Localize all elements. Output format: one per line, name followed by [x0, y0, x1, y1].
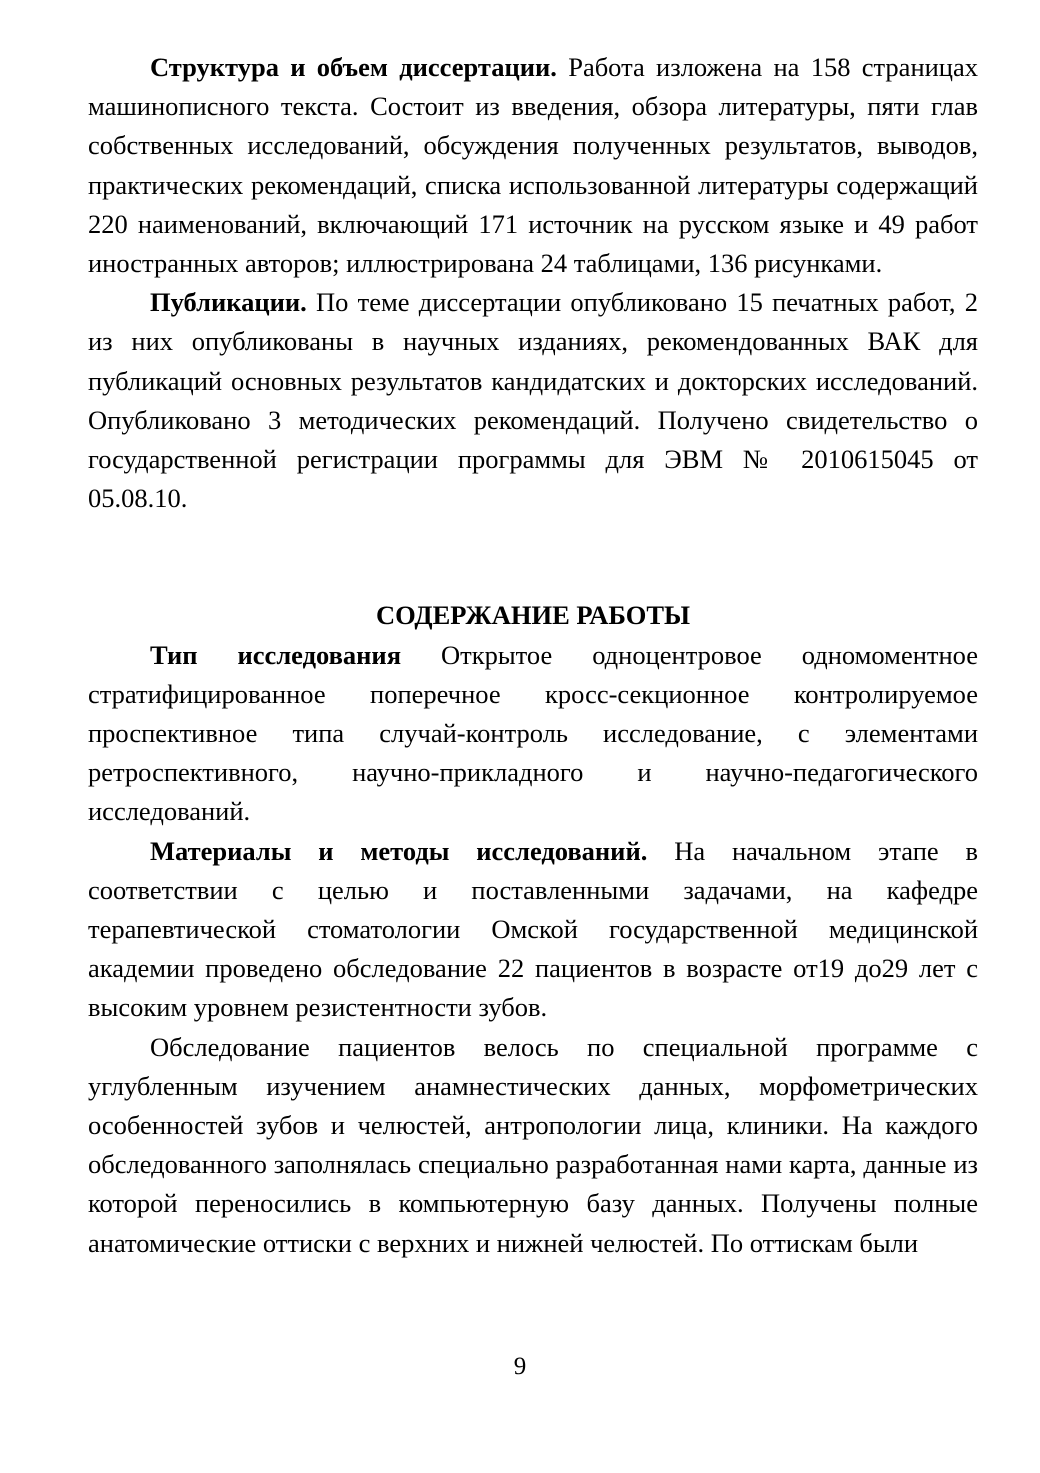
- paragraph-lead: Структура и объем диссертации.: [150, 52, 557, 82]
- paragraph-text: На начальном этапе в соответствии с целью и поставленными задачами, на кафедре терапевтической стоматологии Омской государственной медицинской академии проведено обследование 22 пациентов в возрасте от19 до29 лет с высоким уровнем резистентности зубов.: [88, 835, 978, 1023]
- paragraph-text: По теме диссертации опубликовано 15 печатных работ, 2 из них опубликованы в научных изданиях, рекомендованных ВАК для публикаций основных результатов кандидатских и докторских исследований. Опубликовано 3 методических рекомендаций. Получено свидетельство о государственной регистрации программы для ЭВМ № 2010615045 от 05.08.10.: [88, 287, 978, 514]
- paragraph-materials-methods: [88, 832, 978, 1028]
- paragraph-publications: [88, 283, 978, 518]
- paragraph-lead: Публикации.: [150, 287, 307, 318]
- paragraph-structure: [88, 48, 978, 283]
- paragraph-text: Обследование пациентов велось по специальной программе с углубленным изучением анамнестических данных, морфометрических особенностей зубов и челюстей, антропологии лица, клиники. На каждого обследованного заполнялась специально разработанная нами карта, данные из которой переносились в компьютерную базу данных. Получены полные анатомические оттиски с верхних и нижней челюстей. По оттискам были: [88, 1031, 978, 1258]
- page-content: [88, 48, 978, 1263]
- section-heading: СОДЕРЖАНИЕ РАБОТЫ: [375, 600, 691, 631]
- paragraph-text: Открытое одноцентровое одномоментное стратифицированное поперечное кросс-секционное контролируемое проспективное типа случай-контроль исследование, с элементами ретроспективного, научно-прикладного и научно-педагогического исследований.: [88, 639, 978, 827]
- paragraph-examination: [88, 1028, 978, 1263]
- section-spacer: [88, 518, 978, 596]
- paragraph-study-type: [88, 636, 978, 832]
- paragraph-lead: Материалы и методы исследований.: [150, 835, 648, 866]
- page-number: 9: [513, 1353, 527, 1380]
- paragraph-lead: Тип исследования: [150, 639, 402, 670]
- paragraph-text: Работа изложена на 158 страницах машинописного текста. Состоит из введения, обзора литературы, пяти глав собственных исследований, обсуждения полученных результатов, выводов, практических рекомендаций, списка использованной литературы содержащий 220 наименований, включающий 171 источник на русском языке и 49 работ иностранных авторов; иллюстрирована 24 таблицами, 136 рисунками.: [88, 52, 978, 279]
